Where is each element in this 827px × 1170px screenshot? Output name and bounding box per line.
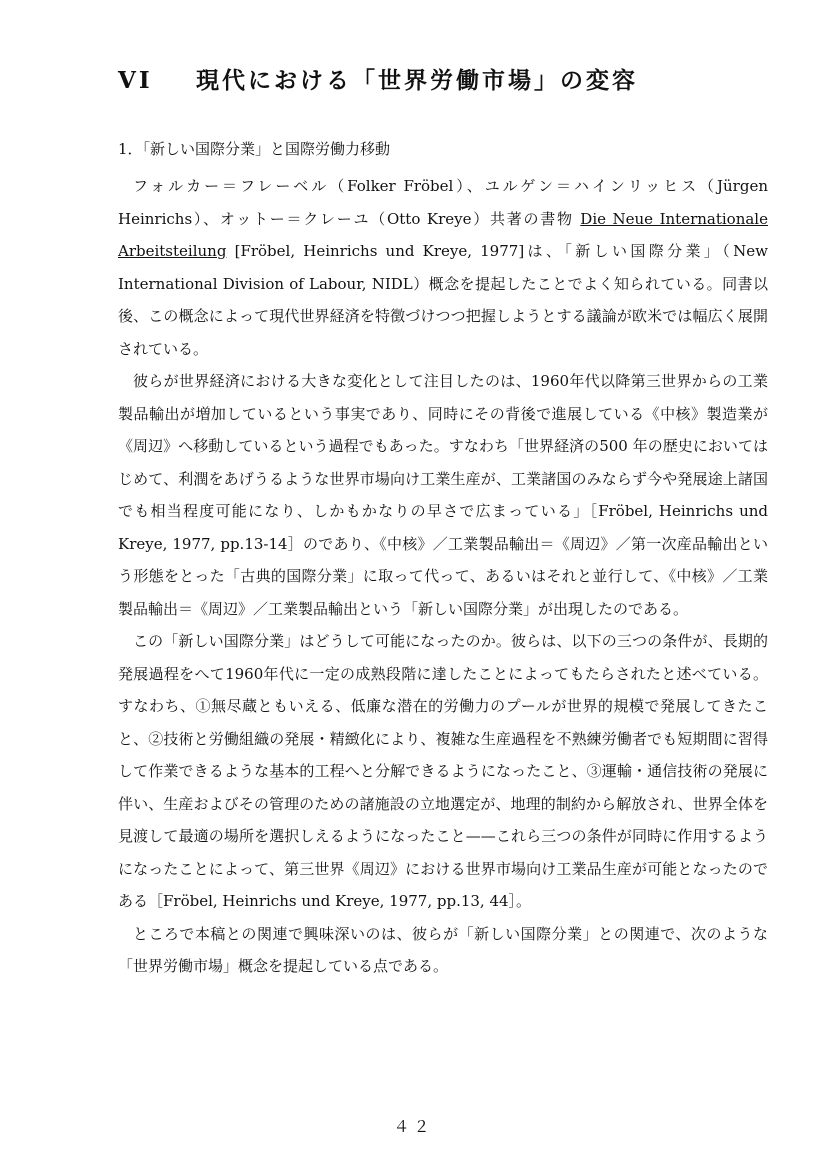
paragraph-4: ところで本稿との関連で興味深いのは、彼らが「新しい国際分業」との関連で、次のような「世界労働市場」概念を提起している点である。 — [118, 924, 768, 975]
paragraph-3: この「新しい国際分業」はどうして可能になったのか。彼らは、以下の三つの条件が、長期的発展過程をへて1960年代に一定の成熟段階に達したことによってもたらされたと述べている。すなわち、①無尽蔵ともいえる、低廉な潜在的労働力のプールが世界的規模で発展してきたこと、②技術と労働組織の発展・精緻化により、複雑な生産過程を不熟練労働者でも短期間に習得して作業できるような基本的工程へと分解できるようになったこと、③運輸・通信技術の発展に伴い、生産およびその管理のための諸施設の立地選定が、地理的制約から解放され、世界全体を見渡して最適の場所を選択しえるようになったこと——これら三つの条件が同時に作用するようになったことによって、第三世界《周辺》における世界市場向け工業品生産が可能となったのである［Fröbel, Heinrichs und Kreye, 1977, pp.13, 44］。 — [118, 632, 768, 910]
body-text — [118, 170, 768, 983]
chapter-heading — [118, 62, 758, 95]
page-number: ４２ — [393, 1117, 434, 1136]
book-title: Die Neue Internationale Arbeitsteilung — [118, 209, 768, 260]
section-heading: 1．「新しい国際分業」と国際労働力移動 — [118, 140, 391, 158]
paragraph-1-rest: [Fröbel, Heinrichs und Kreye, 1977]は、「新しい国際分業」（New International Division of Labour, NIDL）概念を提起したことでよく知られている。同書以後、この概念によって現代世界経済を特徴づけつつ把握しようとする議論が欧米では幅広く展開されている。 — [118, 242, 768, 358]
chapter-number: VI — [118, 67, 153, 94]
paragraph-2: 彼らが世界経済における大きな変化として注目したのは、1960年代以降第三世界からの工業製品輸出が増加しているという事実であり、同時にその背後で進展している《中核》製造業が《周辺》へ移動しているという過程でもあった。すなわち「世界経済の500 年の歴史においてはじめて、利潤をあげうるような世界市場向け工業生産が、工業諸国のみならず今や発展途上諸国でも相当程度可能になり、しかもかなりの早さで広まっている」［Fröbel, Heinrichs und Kreye, 1977, pp.13-14］のであり、《中核》／工業製品輸出＝《周辺》／第一次産品輸出という形態をとった「古典的国際分業」に取って代って、あるいはそれと並行して、《中核》／工業製品輸出＝《周辺》／工業製品輸出という「新しい国際分業」が出現したのである。 — [118, 372, 768, 618]
paragraph-1 — [118, 170, 768, 365]
chapter-title: 現代における「世界労働市場」の変容 — [196, 67, 638, 94]
paragraph-1-intro: フォルカー＝フレーベル（Folker Fröbel）、ユルゲン＝ハインリッヒス（Jürgen Heinrichs）、オットー＝クレーユ（Otto Kreye）共著の書物 — [118, 177, 768, 228]
